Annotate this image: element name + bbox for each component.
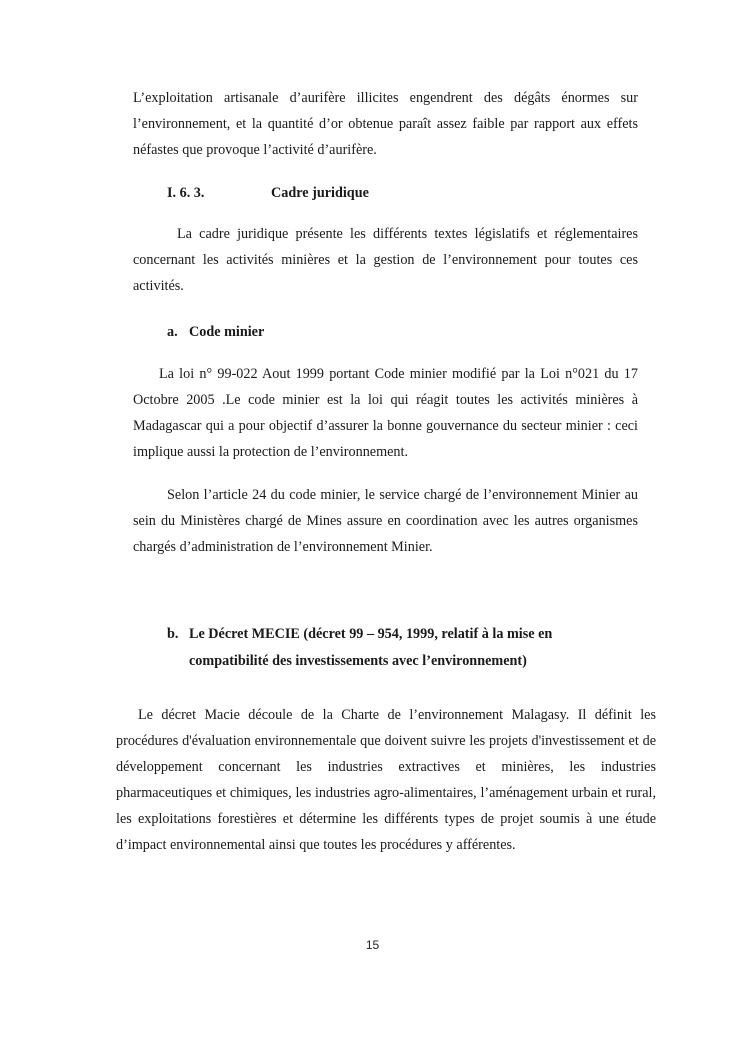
section-heading	[167, 183, 567, 203]
subsection-b-title-line1: Le Décret MECIE (décret 99 – 954, 1999, relatif à la mise en	[189, 626, 553, 642]
section-title: Cadre juridique	[271, 185, 369, 201]
subsection-a-title: Code minier	[189, 324, 265, 340]
page-number: 15	[365, 938, 380, 952]
subsection-a-marker: a.	[167, 324, 178, 340]
subsection-b-marker: b.	[167, 626, 179, 642]
article-24-paragraph: Selon l’article 24 du code minier, le service chargé de l’environnement Minier au sein du Ministères chargé de Mines assure en coordination avec les autres organismes chargés d’administration de l’environnement Minier.	[133, 487, 638, 555]
intro-paragraph: L’exploitation artisanale d’aurifère illicites engendrent des dégâts énormes sur l’environnement, et la quantité d’or obtenue paraît assez faible par rapport aux effets néfastes que provoque l’activité d’aurifère.	[133, 90, 638, 158]
legal-framework-paragraph: La cadre juridique présente les différents textes législatifs et réglementaires concernant les activités minières et la gestion de l’environnement pour toutes ces activités.	[133, 226, 638, 294]
subsection-b-title-line2: compatibilité des investissements avec l’environnement)	[189, 653, 527, 669]
subsection-b-heading	[167, 624, 637, 671]
section-number: I. 6. 3.	[167, 185, 205, 201]
subsection-a-heading	[167, 322, 567, 342]
mecie-decree-paragraph: Le décret Macie découle de la Charte de l’environnement Malagasy. Il définit les procédures d'évaluation environnementale que doivent suivre les projets d'investissement et de développement concernant les industries extractives et minières, les industries pharmaceutiques et chimiques, les industries agro-alimentaires, l’aménagement urbain et rural, les exploitations forestières et détermine les différents types de projet soumis à une étude d’impact environnemental ainsi que toutes les procédures y afférentes.	[116, 707, 656, 853]
mining-code-paragraph: La loi n° 99-022 Aout 1999 portant Code minier modifié par la Loi n°021 du 17 Octobre 2005 .Le code minier est la loi qui réagit toutes les activités minières à Madagascar qui a pour objectif d’assurer la bonne gouvernance du secteur minier : ceci implique aussi la protection de l’environnement.	[133, 366, 638, 460]
